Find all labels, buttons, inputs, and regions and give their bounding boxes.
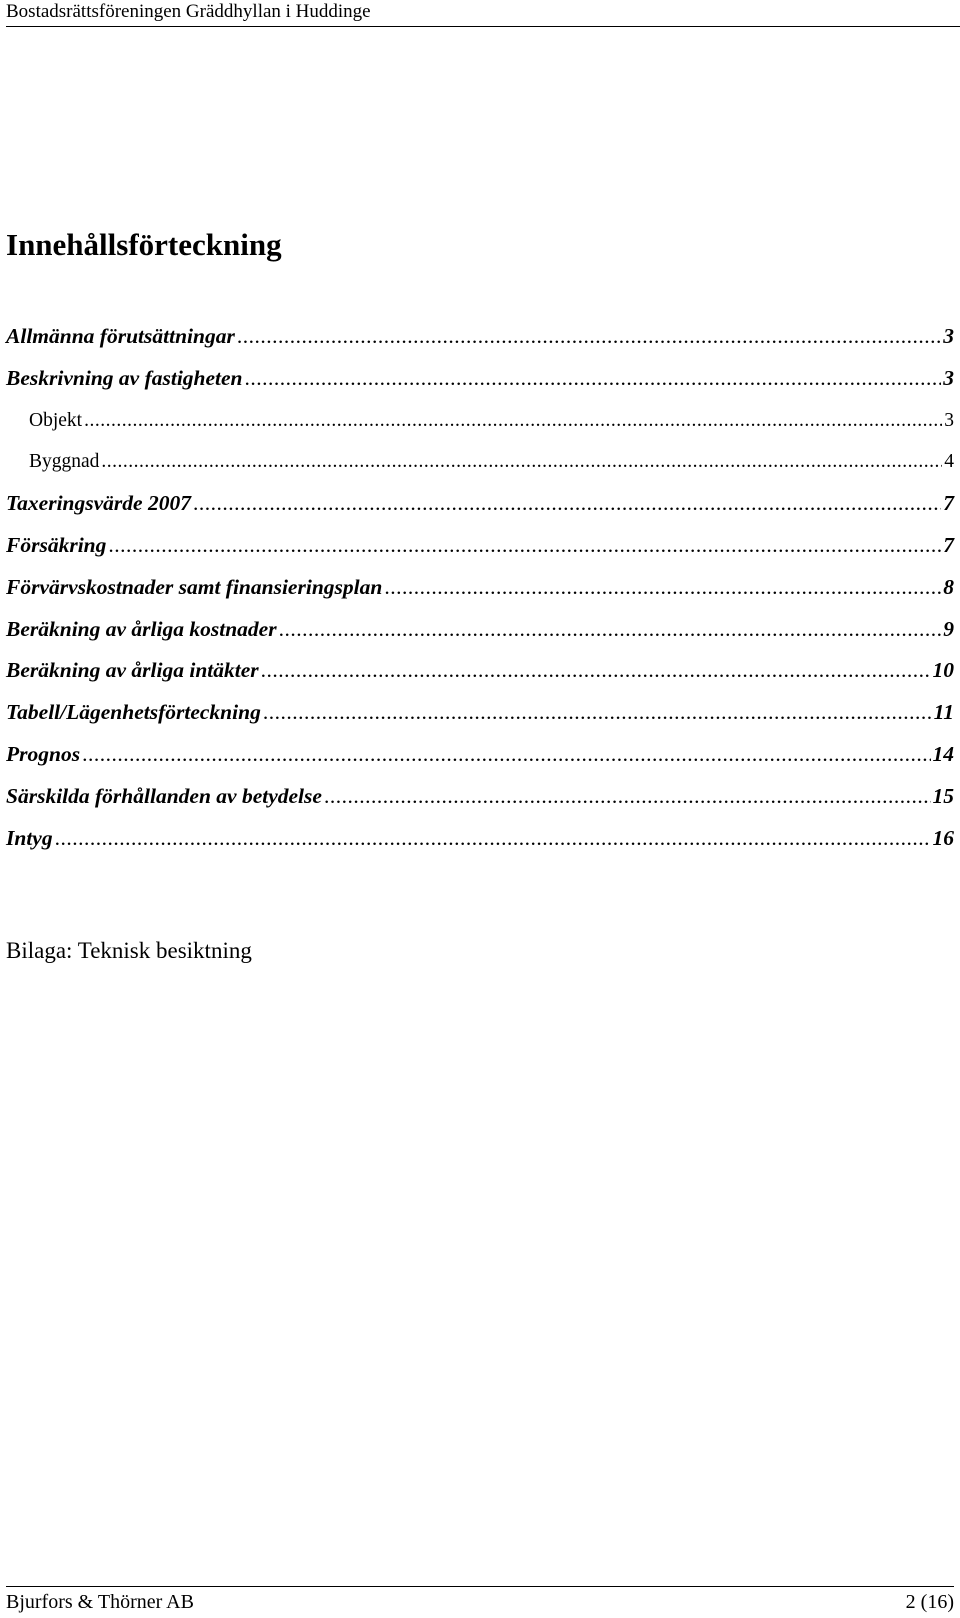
toc-list: [6, 316, 954, 859]
toc-entry-label: Intyg: [6, 825, 53, 850]
toc-entry-page: 9: [943, 616, 954, 641]
toc-entry-label: Objekt: [29, 409, 83, 431]
toc-entry-arliga-kostnader[interactable]: [6, 609, 954, 651]
toc-entry-arliga-intakter[interactable]: [6, 650, 954, 692]
toc-leader-dots: [261, 650, 931, 692]
toc-entry-intyg[interactable]: [6, 818, 954, 860]
toc-entry-label: Taxeringsvärde 2007: [6, 491, 191, 516]
appendix-note: Bilaga: Teknisk besiktning: [6, 938, 252, 963]
toc-entry-label: Tabell/Lägenhetsförteckning: [6, 700, 261, 725]
toc-leader-dots: [237, 316, 941, 358]
toc-entry-page: 10: [932, 658, 954, 683]
toc-entry-label: Allmänna förutsättningar: [6, 324, 235, 348]
toc-leader-dots: [84, 400, 942, 442]
toc-leader-dots: [101, 441, 942, 483]
toc-entry-page: 7: [943, 491, 954, 516]
toc-entry-byggnad[interactable]: [6, 441, 954, 483]
toc-entry-lagenhetsforteckning[interactable]: [6, 692, 954, 734]
toc-leader-dots: [245, 358, 942, 400]
toc-entry-page: 3: [944, 409, 954, 431]
toc-leader-dots: [384, 567, 941, 609]
toc-leader-dots: [193, 483, 941, 525]
toc-entry-page: 8: [943, 574, 954, 599]
toc-entry-page: 11: [933, 700, 954, 725]
page-footer: [6, 1586, 954, 1618]
toc-entry-allmanna-forutsattningar[interactable]: [6, 316, 954, 358]
toc-leader-dots: [55, 818, 931, 860]
toc-entry-label: Prognos: [6, 741, 81, 766]
toc-entry-label: Särskilda förhållanden av betydelse: [6, 783, 322, 808]
footer-page-indicator: 2 (16): [905, 1591, 954, 1613]
toc-entry-label: Beskrivning av fastigheten: [6, 365, 243, 390]
toc-entry-page: 7: [943, 532, 954, 557]
toc-entry-label: Förvärvskostnader samt finansieringsplan: [6, 574, 383, 599]
toc-entry-prognos[interactable]: [6, 734, 954, 776]
toc-entry-label: Byggnad: [29, 451, 100, 473]
toc-leader-dots: [82, 734, 930, 776]
footer-company: Bjurfors & Thörner AB: [6, 1591, 194, 1613]
toc-entry-page: 15: [932, 783, 954, 808]
toc-leader-dots: [279, 609, 942, 651]
toc-entry-page: 4: [944, 451, 954, 473]
toc-entry-forsakring[interactable]: [6, 525, 954, 567]
toc-leader-dots: [108, 525, 941, 567]
header-organization: Bostadsrättsföreningen Gräddhyllan i Huddinge: [6, 1, 371, 22]
toc-entry-page: 3: [943, 324, 954, 348]
toc-entry-sarskilda-forhallanden[interactable]: [6, 776, 954, 818]
toc-entry-page: 3: [943, 365, 954, 390]
toc-entry-label: Försäkring: [6, 532, 107, 557]
page-header: [6, 0, 960, 27]
toc-entry-forvarvskostnader[interactable]: [6, 567, 954, 609]
toc-entry-label: Beräkning av årliga kostnader: [6, 616, 277, 641]
toc-entry-page: 14: [932, 741, 954, 766]
toc-leader-dots: [324, 776, 931, 818]
toc-leader-dots: [263, 692, 932, 734]
toc-entry-page: 16: [932, 825, 954, 850]
toc-entry-label: Beräkning av årliga intäkter: [6, 658, 259, 683]
toc-entry-beskrivning-av-fastigheten[interactable]: [6, 358, 954, 400]
toc-entry-taxeringsvarde[interactable]: [6, 483, 954, 525]
toc-entry-objekt[interactable]: [6, 400, 954, 442]
toc-title: Innehållsförteckning: [6, 227, 282, 262]
